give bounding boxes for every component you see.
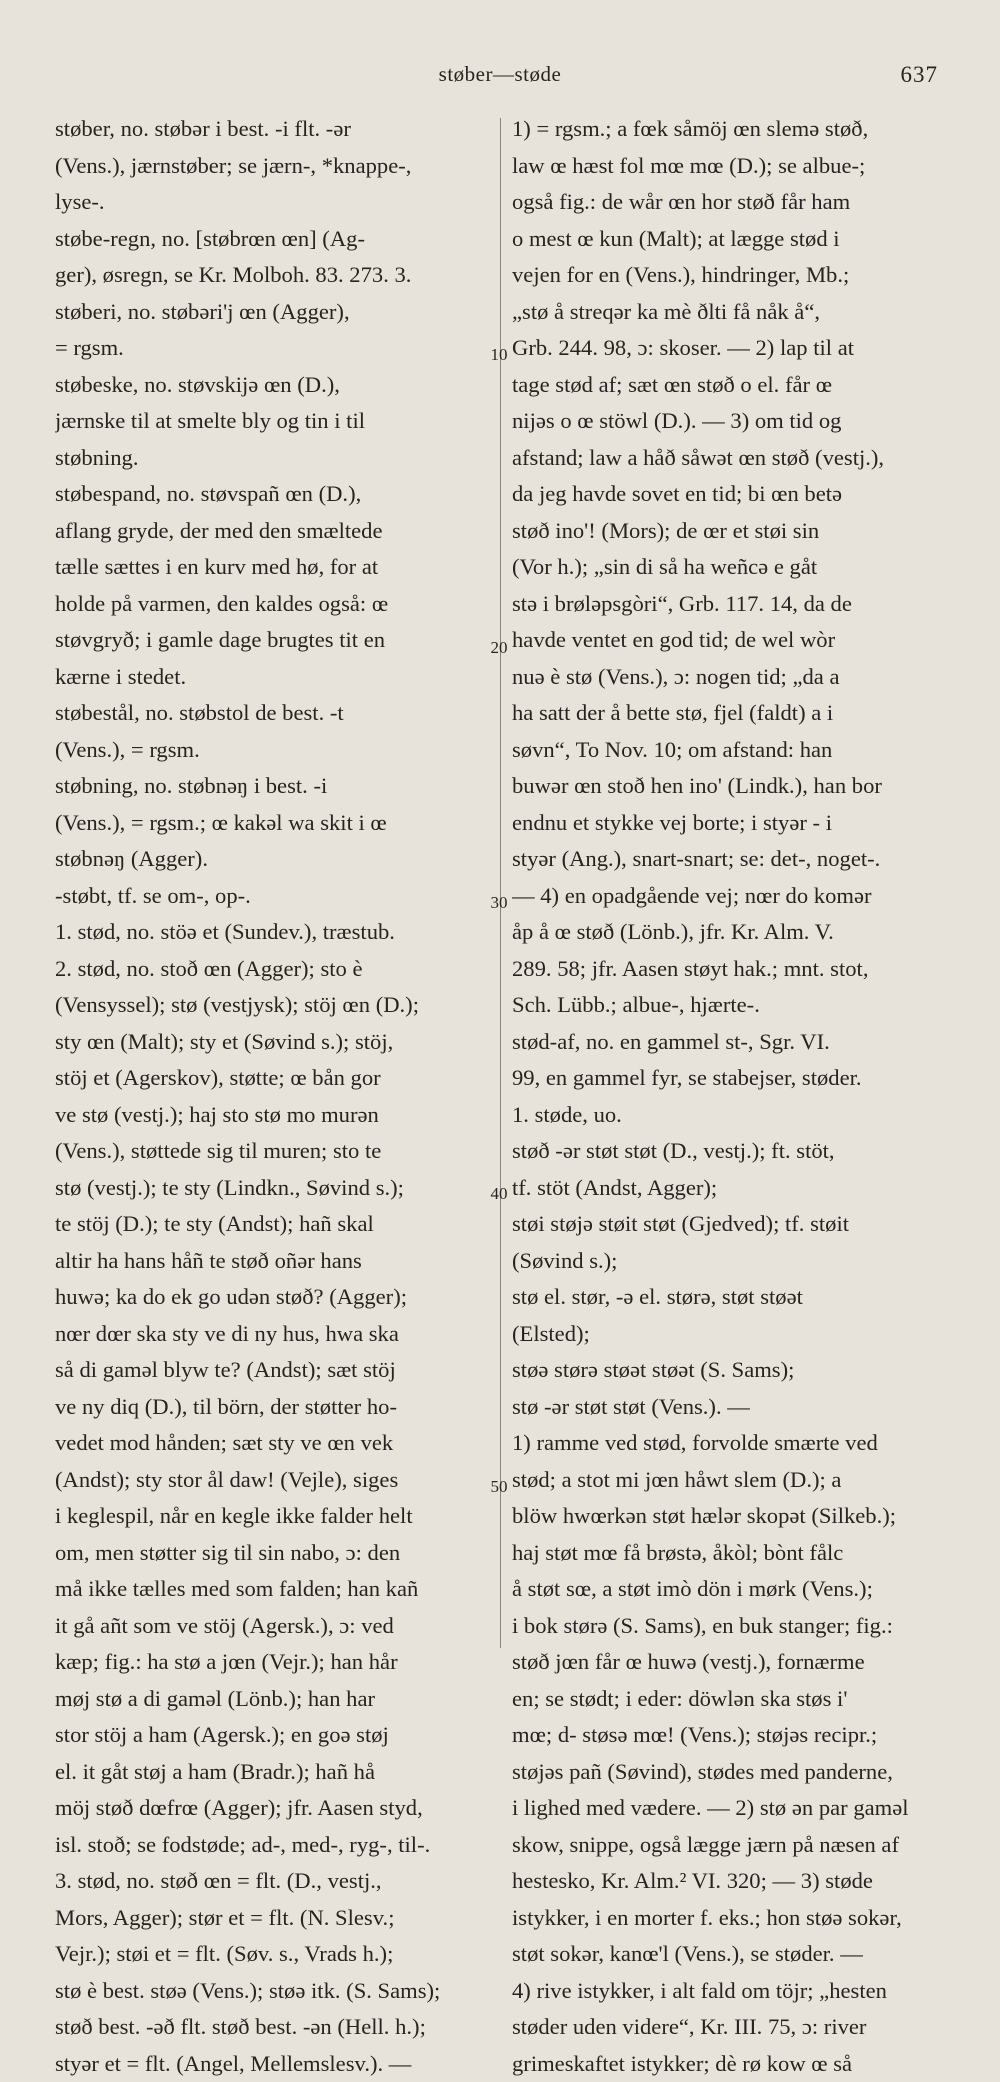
text-line: må ikke tælles med som falden; han kañ (55, 1571, 487, 1608)
text-line: skow, snippe, også lægge jærn på næsen af (512, 1827, 942, 1864)
text-line: 1. stød, no. stöə et (Sundev.), træstub. (55, 914, 487, 951)
right-column (512, 111, 942, 2082)
text-line: „stø å streqər ka mè ðlti få nåk å“, (512, 294, 942, 331)
text-line: søvn“, To Nov. 10; om afstand: han (512, 732, 942, 769)
text-line: stød-af, no. en gammel st-, Sgr. VI. (512, 1024, 942, 1061)
text-line: styər et = flt. (Angel, Mellemslesv.). — (55, 2046, 487, 2082)
text-line: støbestål, no. støbstol de best. -t (55, 695, 487, 732)
text-line: støjəs pañ (Søvind), stødes med panderne, (512, 1754, 942, 1791)
text-line: isl. stoð; se fodstøde; ad-, med-, ryg-, til-. (55, 1827, 487, 1864)
text-line: — 4) en opadgående vej; nœr do komər (512, 878, 942, 915)
text-line: stø è best. støə (Vens.); støə itk. (S. Sams); (55, 1973, 487, 2010)
text-line: støbespand, no. støvspañ œn (D.), (55, 476, 487, 513)
text-line: støbeske, no. støvskijə œn (D.), (55, 367, 487, 404)
text-line: (Andst); sty stor ål daw! (Vejle), siges (55, 1462, 487, 1499)
text-line: el. it gåt støj a ham (Bradr.); hañ hå (55, 1754, 487, 1791)
text-line: havde ventet en god tid; de wel wòr (512, 622, 942, 659)
text-line: om, men støtter sig til sin nabo, ɔ: den (55, 1535, 487, 1572)
text-line: støð best. -əð flt. støð best. -ən (Hell. h.); (55, 2009, 487, 2046)
text-line: støber, no. støbər i best. -i flt. -ər (55, 111, 487, 148)
text-line: i lighed med vædere. — 2) stø ən par gaməl (512, 1790, 942, 1827)
text-line: støə størə støət støət (S. Sams); (512, 1352, 942, 1389)
text-line: i bok størə (S. Sams), en buk stanger; fig.: (512, 1608, 942, 1645)
text-line: 99, en gammel fyr, se stabejser, støder. (512, 1060, 942, 1097)
text-line: kærne i stedet. (55, 659, 487, 696)
text-line: støvgryð; i gamle dage brugtes tit en (55, 622, 487, 659)
page-number: 637 (901, 62, 939, 88)
text-line: da jeg havde sovet en tid; bi œn betə (512, 476, 942, 513)
text-line: 3. stød, no. støð œn = flt. (D., vestj., (55, 1863, 487, 1900)
text-line: støbe-regn, no. [støbrœn œn] (Ag- (55, 221, 487, 258)
text-line: altir ha hans håñ te støð oñər hans (55, 1243, 487, 1280)
running-header: støber—støde (0, 62, 1000, 87)
text-line: 2. stød, no. stoð œn (Agger); sto è (55, 951, 487, 988)
text-line: Mors, Agger); stør et = flt. (N. Slesv.; (55, 1900, 487, 1937)
text-line: støder uden videre“, Kr. III. 75, ɔ: river (512, 2009, 942, 2046)
text-line: (Søvind s.); (512, 1243, 942, 1280)
text-line: styər (Ang.), snart-snart; se: det-, noget-. (512, 841, 942, 878)
text-line: 1. støde, uo. (512, 1097, 942, 1134)
text-line: nuə è stø (Vens.), ɔ: nogen tid; „da a (512, 659, 942, 696)
text-line: støberi, no. støbəri'j œn (Agger), (55, 294, 487, 331)
text-line: 289. 58; jfr. Aasen støyt hak.; mnt. stot, (512, 951, 942, 988)
text-line: (Vens.), støttede sig til muren; sto te (55, 1133, 487, 1170)
text-line: jærnske til at smelte bly og tin i til (55, 403, 487, 440)
line-number: 30 (483, 893, 515, 913)
text-line: tf. stöt (Andst, Agger); (512, 1170, 942, 1207)
text-line: stor stöj a ham (Agersk.); en goə støj (55, 1717, 487, 1754)
text-line: te stöj (D.); te sty (Andst); hañ skal (55, 1206, 487, 1243)
text-line: støbning. (55, 440, 487, 477)
left-column (55, 111, 487, 2082)
line-number: 20 (483, 638, 515, 658)
text-line: o mest œ kun (Malt); at lægge stød i (512, 221, 942, 258)
text-line: hestesko, Kr. Alm.² VI. 320; — 3) støde (512, 1863, 942, 1900)
text-line: (Vor h.); „sin di så ha weñcə e gåt (512, 549, 942, 586)
text-line: ha satt der å bette stø, fjel (faldt) a i (512, 695, 942, 732)
text-line: law œ hæst fol mœ mœ (D.); se albue-; (512, 148, 942, 185)
text-line: Vejr.); støi et = flt. (Søv. s., Vrads h.); (55, 1936, 487, 1973)
text-line: endnu et stykke vej borte; i styər - i (512, 805, 942, 842)
text-line: afstand; law a håð såwət œn støð (vestj.), (512, 440, 942, 477)
text-line: ve stø (vestj.); haj sto stø mo murən (55, 1097, 487, 1134)
text-line: mœ; d- støsə mœ! (Vens.); støjəs recipr.; (512, 1717, 942, 1754)
text-line: (Elsted); (512, 1316, 942, 1353)
text-line: Sch. Lübb.; albue-, hjærte-. (512, 987, 942, 1024)
text-line: vejen for en (Vens.), hindringer, Mb.; (512, 257, 942, 294)
text-line: grimeskaftet istykker; dè rø kow œ så (512, 2046, 942, 2082)
text-line: holde på varmen, den kaldes også: œ (55, 586, 487, 623)
text-line: stød; a stot mi jœn håwt slem (D.); a (512, 1462, 942, 1499)
text-line: vedet mod hånden; sæt sty ve œn vek (55, 1425, 487, 1462)
text-line: lyse-. (55, 184, 487, 221)
text-line: ve ny diq (D.), til börn, der støtter ho- (55, 1389, 487, 1426)
text-line: sty œn (Malt); sty et (Søvind s.); stöj, (55, 1024, 487, 1061)
line-number: 40 (483, 1184, 515, 1204)
text-line: möj støð dœfrœ (Agger); jfr. Aasen styd, (55, 1790, 487, 1827)
text-line: støt sokər, kanœ'l (Vens.), se støder. — (512, 1936, 942, 1973)
text-line: støi støjə støit støt (Gjedved); tf. støit (512, 1206, 942, 1243)
text-line: kæp; fig.: ha stø a jœn (Vejr.); han hår (55, 1644, 487, 1681)
text-line: (Vensyssel); stø (vestjysk); stöj œn (D.); (55, 987, 487, 1024)
line-number: 10 (483, 345, 515, 365)
line-number: 50 (483, 1477, 515, 1497)
text-line: tælle sættes i en kurv med hø, for at (55, 549, 487, 586)
text-line: huwə; ka do ek go udən støð? (Agger); (55, 1279, 487, 1316)
text-line: buwər œn stoð hen ino' (Lindk.), han bor (512, 768, 942, 805)
text-line: så di gaməl blyw te? (Andst); sæt stöj (55, 1352, 487, 1389)
text-line: i keglespil, når en kegle ikke falder helt (55, 1498, 487, 1535)
text-line: tage stød af; sæt œn støð o el. får œ (512, 367, 942, 404)
text-line: støð -ər støt støt (D., vestj.); ft. stöt, (512, 1133, 942, 1170)
text-line: også fig.: de wår œn hor støð får ham (512, 184, 942, 221)
text-line: it gå añt som ve stöj (Agersk.), ɔ: ved (55, 1608, 487, 1645)
text-line: en; se stødt; i eder: döwlən ska støs i' (512, 1681, 942, 1718)
text-line: møj stø a di gaməl (Lönb.); han har (55, 1681, 487, 1718)
text-line: stø -ər støt støt (Vens.). — (512, 1389, 942, 1426)
text-line: (Vens.), = rgsm.; œ kakəl wa skit i œ (55, 805, 487, 842)
text-line: ger), øsregn, se Kr. Molboh. 83. 273. 3. (55, 257, 487, 294)
text-line: stø (vestj.); te sty (Lindkn., Søvind s.); (55, 1170, 487, 1207)
text-line: støbnəŋ (Agger). (55, 841, 487, 878)
text-line: Grb. 244. 98, ɔ: skoser. — 2) lap til at (512, 330, 942, 367)
text-line: (Vens.), jærnstøber; se jærn-, *knappe-, (55, 148, 487, 185)
text-line: haj støt mœ få brøstə, åkòl; bònt fålc (512, 1535, 942, 1572)
text-line: åp å œ støð (Lönb.), jfr. Kr. Alm. V. (512, 914, 942, 951)
text-line: stöj et (Agerskov), støtte; œ bån gor (55, 1060, 487, 1097)
text-line: nijəs o œ stöwl (D.). — 3) om tid og (512, 403, 942, 440)
text-line: 1) = rgsm.; a fœk såmöj œn slemə støð, (512, 111, 942, 148)
text-line: å støt sœ, a støt imò dön i mørk (Vens.); (512, 1571, 942, 1608)
text-line: -støbt, tf. se om-, op-. (55, 878, 487, 915)
text-line: støð jœn får œ huwə (vestj.), fornærme (512, 1644, 942, 1681)
text-line: stə i brøləpsgòri“, Grb. 117. 14, da de (512, 586, 942, 623)
text-line: 4) rive istykker, i alt fald om töjr; „hesten (512, 1973, 942, 2010)
text-line: (Vens.), = rgsm. (55, 732, 487, 769)
text-line: = rgsm. (55, 330, 487, 367)
text-line: aflang gryde, der med den smæltede (55, 513, 487, 550)
text-line: blöw hwœrkən støt hælər skopət (Silkeb.); (512, 1498, 942, 1535)
text-line: støbning, no. støbnəŋ i best. -i (55, 768, 487, 805)
text-line: støð ino'! (Mors); de œr et støi sin (512, 513, 942, 550)
text-line: istykker, i en morter f. eks.; hon støə sokər, (512, 1900, 942, 1937)
text-line: nœr dœr ska sty ve di ny hus, hwa ska (55, 1316, 487, 1353)
text-line: stø el. stør, -ə el. størə, støt støət (512, 1279, 942, 1316)
text-line: 1) ramme ved stød, forvolde smærte ved (512, 1425, 942, 1462)
